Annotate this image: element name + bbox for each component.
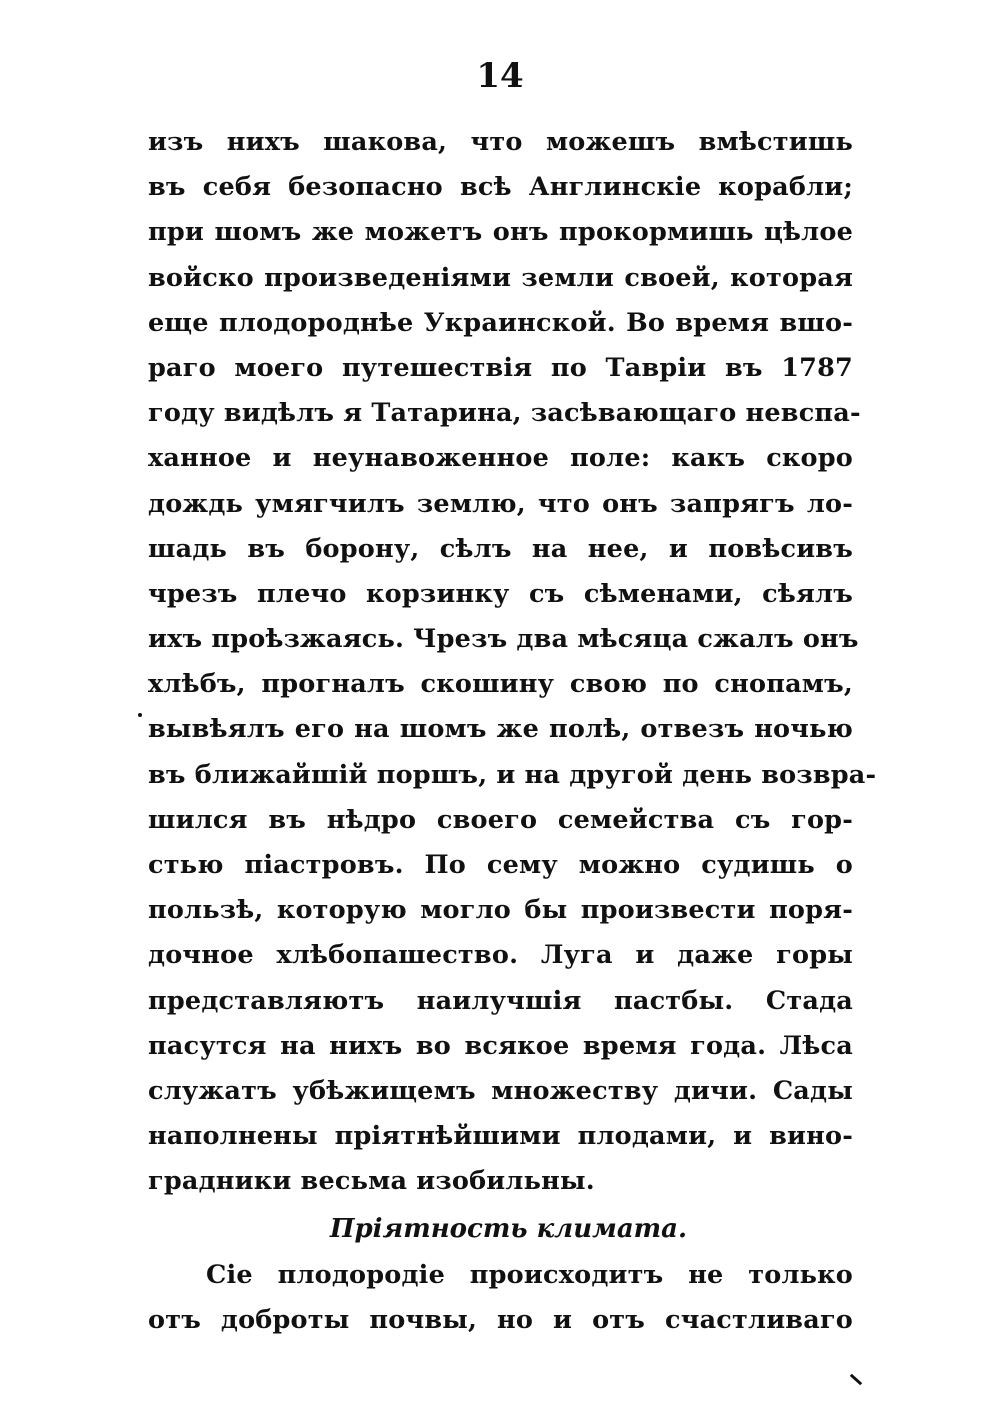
text-line: войско произведеніями земли своей, которая (148, 262, 853, 293)
text-line: году видѣлъ я Татарина, засѣвающаго невспа- (148, 398, 861, 429)
text-line: еще плодороднѣе Украинской. Во время вшо- (148, 307, 853, 338)
text-line: пасутся на нихъ во всякое время года. Лѣса (148, 1030, 853, 1061)
print-mark (850, 1374, 862, 1386)
text-line: шадь въ борону, сѣлъ на нее, и повѣсивъ (148, 533, 853, 564)
text-line: наполнены пріятнѣйшими плодами, и вино- (148, 1121, 853, 1152)
text-line: при шомъ же можетъ онъ прокормишь цѣлое (148, 217, 853, 248)
text-line: раго моего путешествія по Тавріи въ 1787 (148, 352, 853, 383)
text-line: ханное и неунавоженное поле: какъ скоро (148, 443, 853, 474)
text-line: отъ доброты почвы, но и отъ счастливаго (148, 1304, 853, 1335)
main-paragraph (148, 120, 877, 1343)
text-line: дождь умягчилъ землю, что онъ запрягъ ло- (148, 488, 853, 519)
text-line: въ себя безопасно всѣ Англинскіе корабли; (148, 172, 853, 203)
text-line: чрезъ плечо корзинку съ сѣменами, сѣялъ (148, 578, 853, 609)
section-heading: Пріятность климата. (329, 1213, 688, 1244)
text-line: служатъ убѣжищемъ множеству дичи. Сады (148, 1075, 853, 1106)
text-line: Сіе плодородіе происходитъ не только (206, 1259, 853, 1290)
text-line: пользѣ, которую могло бы произвести поря- (148, 895, 853, 926)
text-line: хлѣбъ, прогналъ скошину свою по снопамъ, (148, 669, 853, 700)
text-line: шился въ нѣдро своего семейства съ гор- (148, 804, 853, 835)
text-line: ихъ проѣзжаясь. Чрезъ два мѣсяца сжалъ онъ (148, 624, 859, 655)
print-speck (138, 713, 142, 717)
text-line: градники весьма изобильны. (148, 1166, 595, 1197)
text-line: въ ближайшій поршъ, и на другой день возвра- (148, 759, 877, 790)
text-line: изъ нихъ шакова, что можешъ вмѣстишь (148, 127, 853, 157)
text-line: стью піастровъ. По сему можно судишь о (148, 850, 853, 880)
text-line: дочное хлѣбопашество. Луга и даже горы (148, 940, 853, 971)
text-line: представляютъ наилучшія пастбы. Стада (148, 985, 853, 1016)
text-line: вывѣялъ его на шомъ же полѣ, отвезъ ночью (148, 714, 853, 745)
page-number: 14 (476, 56, 524, 96)
